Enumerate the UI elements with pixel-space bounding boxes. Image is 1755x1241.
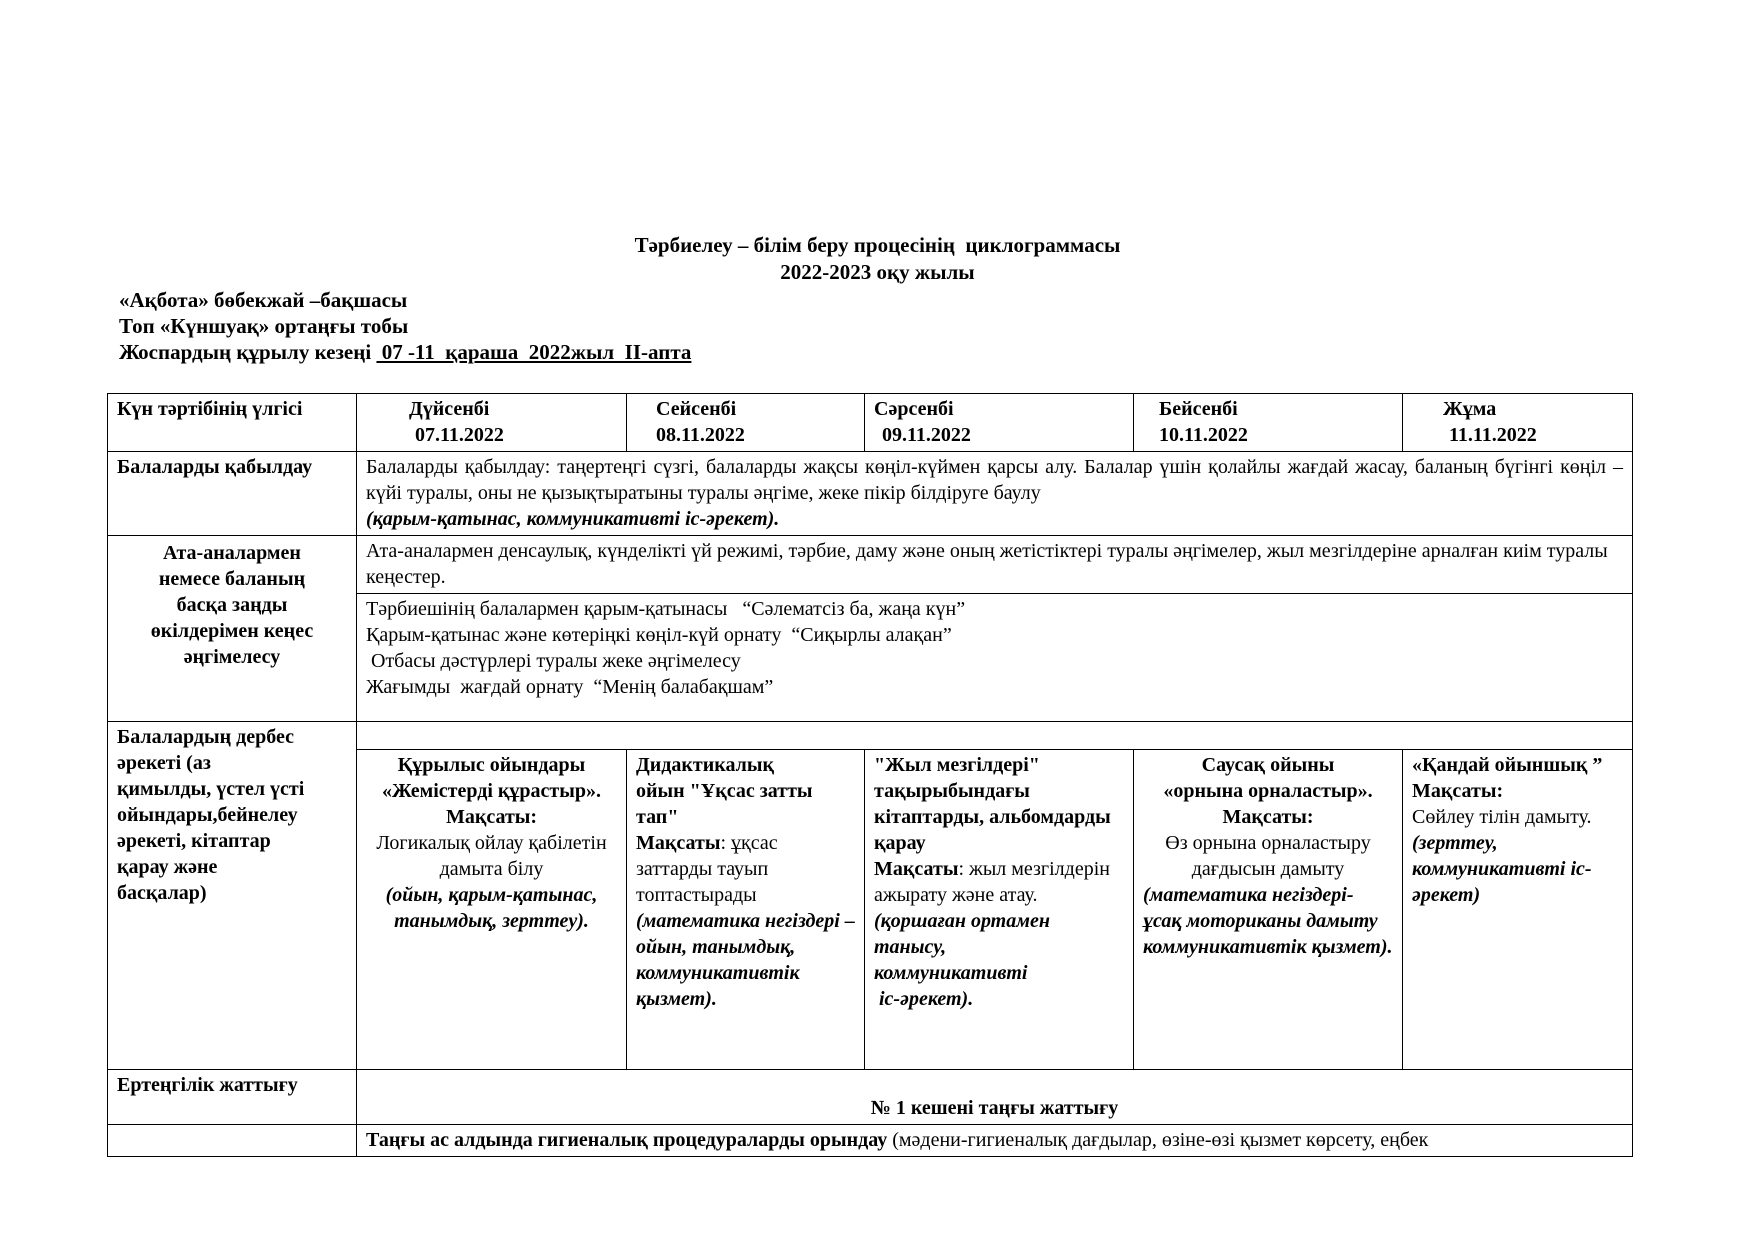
- header-row: [108, 394, 1633, 452]
- communication-line: Жағымды жағдай орнату “Менің балабақшам”: [366, 676, 774, 698]
- cyclogram-table: [107, 393, 1633, 1157]
- document-meta: [119, 287, 691, 365]
- reception-content: [357, 452, 1633, 536]
- exercise-row: [108, 1070, 1633, 1125]
- reception-activity: (қарым-қатынас, коммуникативті іс-әрекет).: [366, 508, 780, 530]
- group-name: Топ «Күншуақ» ортаңғы тобы: [119, 314, 409, 338]
- activity-fri: «Қандай ойыншық ” Мақсаты: Сөйлеу тілін дамыту. (зерттеу, коммуникативті іс-әрекет): [1403, 750, 1633, 1070]
- hygiene-row: [108, 1125, 1633, 1157]
- parents-label: Ата-аналармен немесе баланың басқа заңды өкілдерімен кеңес әңгімелесу: [108, 536, 357, 722]
- day-header-fri: Жұма 11.11.2022: [1403, 394, 1633, 452]
- reception-label: Балаларды қабылдау: [108, 452, 357, 536]
- reception-text: Балаларды қабылдау: таңертеңгі сүзгі, балаларды жақсы көңіл-күймен қарсы алу. Балалар үшін қолайлы жағдай жасау, баланың бүгінгі көңіл – күйі туралы, оны не қызықтыратыны туралы әңгіме, жеке пікір білдіруге баулу: [366, 456, 1623, 504]
- independent-label: Балалардың дербес әрекеті (аз қимылды, үстел үсті ойындары,бейнелеу әрекеті, кітаптар қарау және басқалар): [108, 722, 357, 1070]
- parents-consult-text: Ата-аналармен денсаулық, күнделікті үй режимі, тәрбие, даму және оның жетістіктері туралы әңгімелер, жыл мезгілдеріне арналған киім туралы кеңестер.: [357, 536, 1633, 594]
- kindergarten-name: «Ақбота» бөбекжай –бақшасы: [119, 288, 408, 312]
- reception-row: [108, 452, 1633, 536]
- activity-mon: Құрылыс ойындары «Жемістерді құрастыр». Мақсаты: Логикалық ойлау қабілетін дамыта білу (ойын, қарым-қатынас, танымдық, зерттеу).: [357, 750, 627, 1070]
- communication-line: Отбасы дәстүрлері туралы жеке әңгімелесу: [366, 650, 741, 672]
- day-header-tue: Сейсенбі 08.11.2022: [627, 394, 865, 452]
- day-header-mon: Дүйсенбі 07.11.2022: [357, 394, 627, 452]
- empty-cell: [357, 722, 1633, 750]
- document-header: [0, 232, 1755, 286]
- exercise-label: Ертеңгілік жаттығу: [108, 1070, 357, 1125]
- communication-content: [357, 594, 1633, 722]
- day-header-thu: Бейсенбі 10.11.2022: [1134, 394, 1403, 452]
- communication-line: Қарым-қатынас және көтеріңкі көңіл-күй орнату “Сиқырлы алақан”: [366, 624, 952, 646]
- hygiene-label: [108, 1125, 357, 1157]
- academic-year: 2022-2023 оқу жылы: [780, 260, 975, 284]
- plan-period-label: Жоспардың құрылу кезеңі: [119, 340, 377, 364]
- plan-period-value: 07 -11 қараша 2022жыл ІІ-апта: [376, 340, 692, 364]
- document-title: Тәрбиелеу – білім беру процесінің циклограммасы: [634, 233, 1121, 257]
- plan-period: [119, 339, 691, 365]
- col-header-schedule: Күн тәртібінің үлгісі: [108, 394, 357, 452]
- activity-tue: Дидактикалық ойын "Ұқсас затты тап" Мақсаты: ұқсас заттарды тауып топтастырады (математика негіздері – ойын, танымдық, коммуникативтік қызмет).: [627, 750, 865, 1070]
- independent-top-row: [108, 722, 1633, 750]
- parents-row: [108, 536, 1633, 594]
- day-header-wed: Сәрсенбі 09.11.2022: [865, 394, 1134, 452]
- activity-thu: Саусақ ойыны «орнына орналастыр». Мақсаты: Өз орнына орналастыру дағдысын дамыту (математика негіздері- ұсақ моториканы дамыту коммуникативтік қызмет).: [1134, 750, 1403, 1070]
- hygiene-text: Таңғы ас алдында гигиеналық процедураларды орындау (мәдени-гигиеналық дағдылар, өзіне-өзі қызмет көрсету, еңбек: [357, 1125, 1633, 1157]
- exercise-text: № 1 кешені таңғы жаттығу: [357, 1070, 1633, 1125]
- communication-line: Тәрбиешінің балалармен қарым-қатынасы “Сәлематсіз ба, жаңа күн”: [366, 598, 966, 620]
- activity-wed: "Жыл мезгілдері" тақырыбындағы кітаптарды, альбомдарды қарау Мақсаты: жыл мезгілдерін ажырату және атау. (қоршаған ортамен танысу, коммуникативті іс-әрекет).: [865, 750, 1134, 1070]
